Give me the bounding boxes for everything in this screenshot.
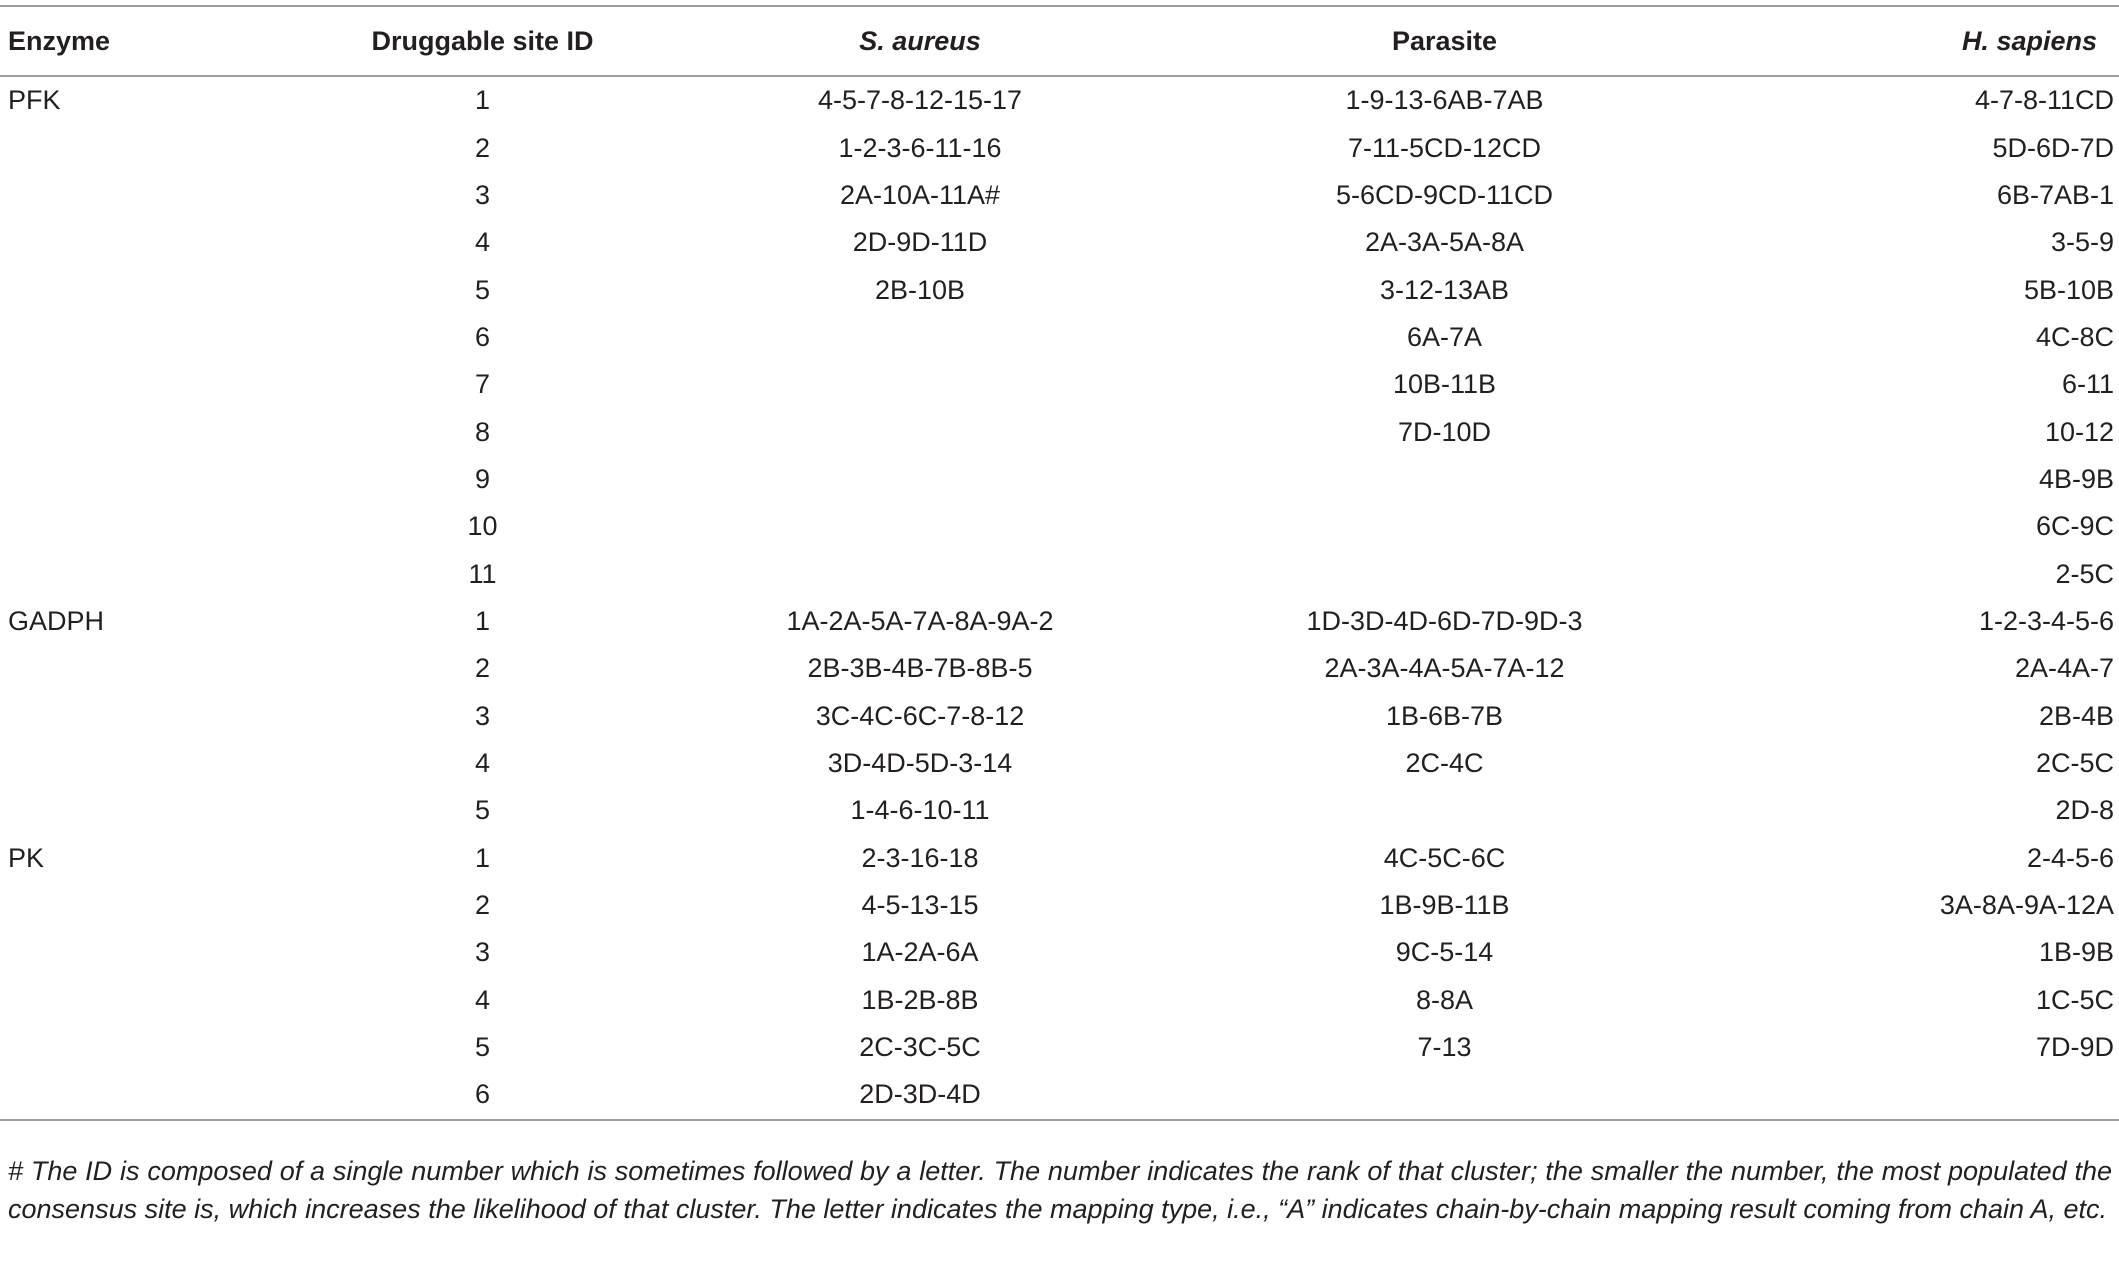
table-row — [0, 740, 2119, 787]
cell-s-aureus: 1A-2A-5A-7A-8A-9A-2 — [786, 605, 1054, 636]
cell-h-sapiens: 5D-6D-7D — [1992, 132, 2114, 163]
table-row — [0, 882, 2119, 929]
druggable-sites-table — [0, 5, 2119, 1121]
table-row — [0, 835, 2119, 882]
cell-enzyme — [0, 1024, 300, 1071]
cell-site-id: 1 — [474, 85, 491, 116]
cell-site-id: 10 — [467, 511, 498, 542]
cell-site-id: 3 — [474, 700, 491, 731]
cell-s-aureus: 2C-3C-5C — [859, 1032, 981, 1063]
header-h-sapiens: H. sapiens — [1714, 6, 2119, 76]
cell-h-sapiens: 2B-4B — [2038, 700, 2114, 731]
cell-enzyme — [0, 550, 300, 597]
cell-h-sapiens: 1-2-3-4-5-6 — [1978, 605, 2114, 636]
cell-enzyme — [0, 929, 300, 976]
cell-site-id: 11 — [468, 558, 497, 589]
cell-h-sapiens: 1B-9B — [2038, 937, 2114, 968]
cell-parasite: 8-8A — [1415, 984, 1474, 1015]
cell-site-id: 7 — [474, 369, 491, 400]
cell-s-aureus — [665, 408, 1175, 455]
cell-parasite: 9C-5-14 — [1395, 937, 1494, 968]
cell-parasite — [1175, 456, 1714, 503]
cell-parasite — [1175, 1071, 1714, 1119]
cell-parasite: 7-11-5CD-12CD — [1347, 132, 1542, 163]
cell-enzyme — [0, 456, 300, 503]
cell-enzyme: PK — [8, 842, 45, 873]
cell-parasite: 1-9-13-6AB-7AB — [1345, 85, 1544, 116]
table-row — [0, 598, 2119, 645]
cell-site-id: 5 — [474, 1032, 491, 1063]
cell-h-sapiens: 7D-9D — [2035, 1032, 2114, 1063]
cell-s-aureus: 2A-10A-11A# — [839, 179, 1001, 210]
cell-enzyme: GADPH — [8, 605, 105, 636]
cell-parasite: 1B-6B-7B — [1385, 700, 1504, 731]
table-row — [0, 1024, 2119, 1071]
cell-s-aureus: 4-5-7-8-12-15-17 — [817, 85, 1023, 116]
cell-site-id: 1 — [474, 842, 491, 873]
cell-site-id: 6 — [474, 321, 491, 352]
cell-parasite: 10B-11B — [1392, 369, 1497, 400]
cell-parasite: 7D-10D — [1397, 416, 1492, 447]
table-row — [0, 503, 2119, 550]
cell-enzyme — [0, 503, 300, 550]
cell-parasite: 2A-3A-4A-5A-7A-12 — [1324, 653, 1565, 684]
cell-s-aureus: 1-2-3-6-11-16 — [838, 132, 1002, 163]
cell-s-aureus: 3D-4D-5D-3-14 — [827, 747, 1013, 778]
cell-enzyme — [0, 172, 300, 219]
cell-site-id: 6 — [300, 1071, 665, 1119]
cell-h-sapiens: 3A-8A-9A-12A — [1939, 890, 2114, 921]
table-header — [0, 6, 2119, 76]
cell-site-id: 4 — [474, 747, 491, 778]
cell-enzyme — [0, 361, 300, 408]
cell-site-id: 2 — [474, 132, 491, 163]
cell-h-sapiens: 2C-5C — [2035, 747, 2114, 778]
table-row — [0, 550, 2119, 597]
cell-h-sapiens: 2A-4A-7 — [2014, 653, 2114, 684]
cell-site-id: 4 — [474, 227, 491, 258]
table-row — [0, 1071, 2119, 1119]
table-body — [0, 76, 2119, 1120]
cell-s-aureus: 2B-3B-4B-7B-8B-5 — [807, 653, 1033, 684]
cell-h-sapiens: 3-5-9 — [2050, 227, 2114, 258]
cell-enzyme — [0, 266, 300, 313]
table-row — [0, 692, 2119, 739]
cell-s-aureus: 4-5-13-15 — [861, 890, 979, 921]
table-row — [0, 266, 2119, 313]
cell-enzyme — [0, 740, 300, 787]
table-row — [0, 408, 2119, 455]
table-row — [0, 456, 2119, 503]
cell-h-sapiens: 4C-8C — [2035, 321, 2114, 352]
cell-h-sapiens: 6C-9C — [2035, 511, 2114, 542]
header-parasite: Parasite — [1175, 6, 1714, 76]
cell-enzyme — [0, 1071, 300, 1119]
cell-s-aureus: 2D-3D-4D — [665, 1071, 1175, 1119]
cell-parasite: 2C-4C — [1405, 747, 1484, 778]
cell-parasite — [1175, 550, 1714, 597]
cell-h-sapiens: 2-4-5-6 — [2026, 842, 2114, 873]
cell-h-sapiens: 6B-7AB-1 — [1996, 179, 2114, 210]
table-row — [0, 124, 2119, 171]
cell-site-id: 2 — [474, 890, 491, 921]
cell-s-aureus — [665, 550, 1175, 597]
header-s-aureus: S. aureus — [665, 6, 1175, 76]
cell-h-sapiens — [1714, 1071, 2119, 1119]
cell-enzyme — [0, 882, 300, 929]
cell-enzyme — [0, 314, 300, 361]
cell-parasite — [1175, 503, 1714, 550]
cell-s-aureus: 2B-10B — [874, 274, 966, 305]
cell-s-aureus: 3C-4C-6C-7-8-12 — [815, 700, 1025, 731]
cell-parasite: 1B-9B-11B — [1379, 890, 1510, 921]
cell-s-aureus — [665, 456, 1175, 503]
cell-site-id: 4 — [474, 984, 491, 1015]
cell-parasite: 4C-5C-6C — [1383, 842, 1506, 873]
cell-site-id: 3 — [474, 179, 491, 210]
cell-s-aureus — [665, 503, 1175, 550]
header-row — [0, 6, 2119, 76]
table-row — [0, 314, 2119, 361]
header-druggable-site-id: Druggable site ID — [300, 6, 665, 76]
cell-parasite: 1D-3D-4D-6D-7D-9D-3 — [1306, 605, 1583, 636]
cell-h-sapiens: 2-5C — [2055, 558, 2114, 589]
cell-s-aureus: 1B-2B-8B — [861, 984, 979, 1015]
cell-enzyme — [0, 408, 300, 455]
cell-parasite: 5-6CD-9CD-11CD — [1335, 179, 1554, 210]
header-enzyme: Enzyme — [0, 6, 300, 76]
cell-site-id: 5 — [474, 795, 491, 826]
cell-enzyme — [0, 645, 300, 692]
cell-s-aureus: 2-3-16-18 — [861, 842, 979, 873]
cell-h-sapiens: 1C-5C — [2035, 984, 2114, 1015]
cell-s-aureus — [665, 314, 1175, 361]
cell-s-aureus: 2D-9D-11D — [852, 227, 988, 258]
cell-enzyme — [0, 219, 300, 266]
table-row — [0, 929, 2119, 976]
cell-parasite: 3-12-13AB — [1379, 274, 1510, 305]
cell-h-sapiens: 4B-9B — [2038, 463, 2114, 494]
table-row — [0, 645, 2119, 692]
cell-h-sapiens: 10-12 — [2044, 416, 2114, 447]
cell-enzyme: PFK — [8, 85, 61, 116]
table-footnote: # The ID is composed of a single number which is sometimes followed by a letter. The number indicates the rank of that cluster; the smaller the number, the most populated the consensus site is, which increases the likelihood of that cluster. The letter indicates the mapping type, i.e., “A” indicates chain-by-chain mapping result coming from chain A, etc. — [8, 1156, 2112, 1224]
cell-site-id: 2 — [474, 653, 491, 684]
table-row — [0, 219, 2119, 266]
table-row — [0, 76, 2119, 124]
cell-s-aureus: 1-4-6-10-11 — [850, 795, 990, 826]
cell-site-id: 1 — [474, 605, 491, 636]
table-row — [0, 172, 2119, 219]
cell-site-id: 3 — [474, 937, 491, 968]
cell-h-sapiens: 2D-8 — [2055, 795, 2114, 826]
cell-parasite — [1175, 787, 1714, 834]
table-row — [0, 977, 2119, 1024]
cell-parasite: 6A-7A — [1406, 321, 1483, 352]
cell-h-sapiens: 6-11 — [2061, 369, 2114, 400]
cell-enzyme — [0, 977, 300, 1024]
table-row — [0, 361, 2119, 408]
cell-site-id: 8 — [474, 416, 491, 447]
cell-site-id: 9 — [474, 463, 491, 494]
table-row — [0, 787, 2119, 834]
cell-s-aureus — [665, 361, 1175, 408]
cell-h-sapiens: 4-7-8-11CD — [1974, 85, 2114, 116]
cell-enzyme — [0, 124, 300, 171]
cell-parasite: 7-13 — [1417, 1032, 1472, 1063]
cell-enzyme — [0, 787, 300, 834]
cell-s-aureus: 1A-2A-6A — [861, 937, 979, 968]
cell-h-sapiens: 5B-10B — [2023, 274, 2114, 305]
cell-enzyme — [0, 692, 300, 739]
cell-site-id: 5 — [474, 274, 491, 305]
cell-parasite: 2A-3A-5A-8A — [1364, 227, 1525, 258]
